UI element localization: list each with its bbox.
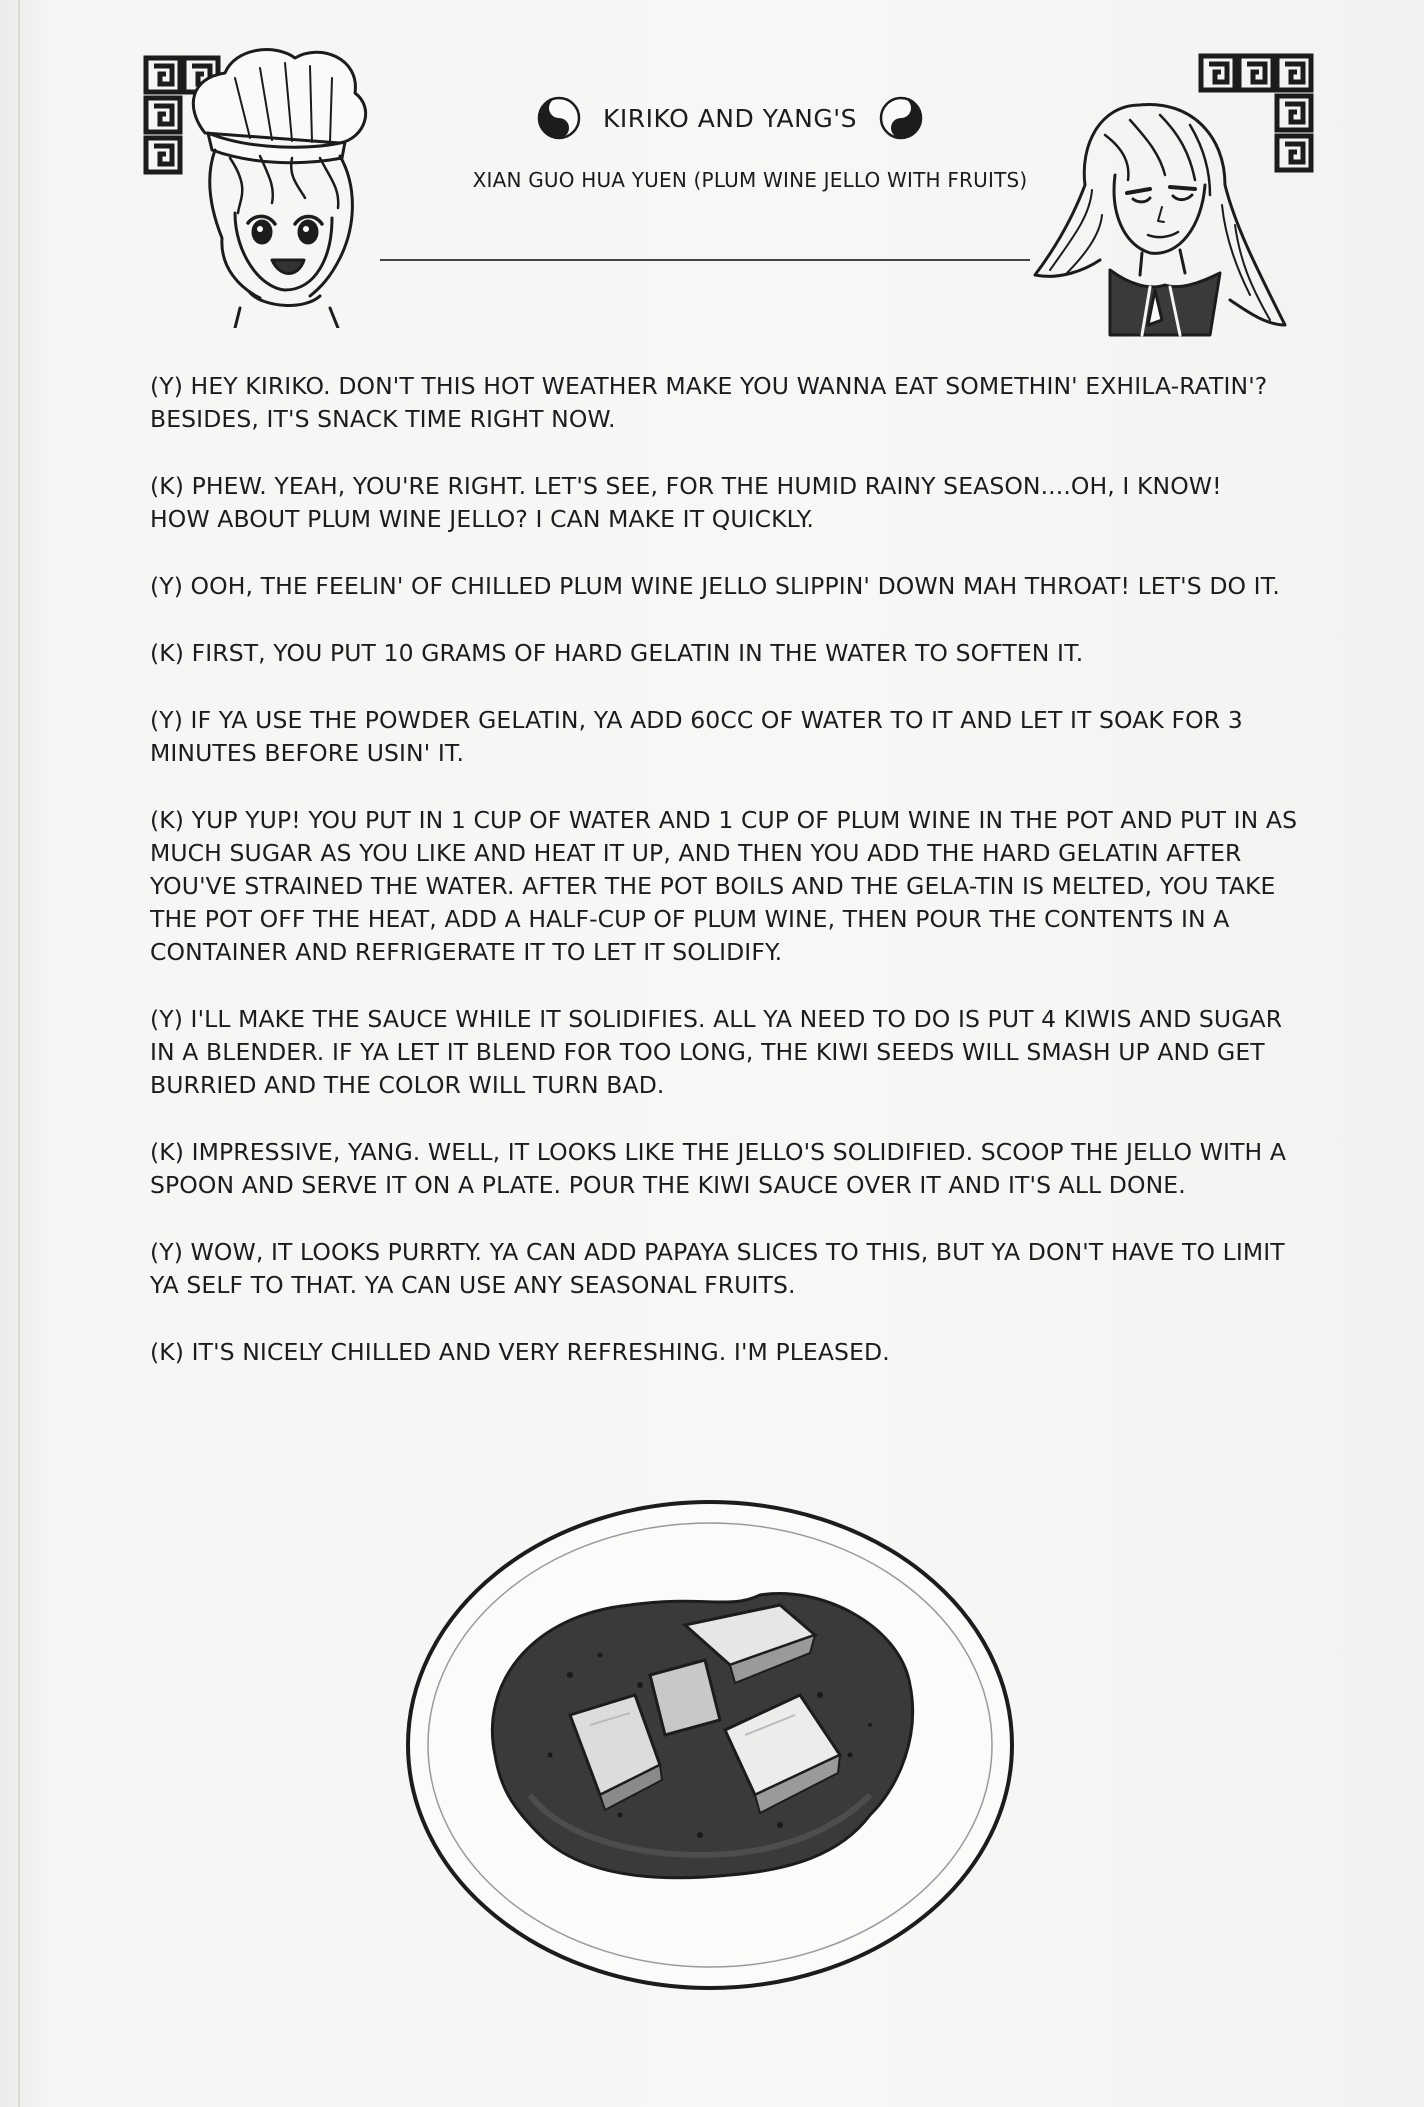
dialogue-line: (Y) I'LL MAKE THE SAUCE WHILE IT SOLIDIFIES. ALL YA NEED TO DO IS PUT 4 KIWIS AND SUGAR IN A BLENDER. IF YA LET IT BLEND FOR TOO LONG, THE KIWI SEEDS WILL SMASH UP AND GET BURRIED AND THE COLOR WILL TURN BAD. xyxy=(150,1005,1283,1099)
header-divider xyxy=(380,259,1030,261)
recipe-title-row xyxy=(535,93,925,143)
dialogue-line: (K) YUP YUP! YOU PUT IN 1 CUP OF WATER AND 1 CUP OF PLUM WINE IN THE POT AND PUT IN AS MUCH SUGAR AS YOU LIKE AND HEAT IT UP, AND THEN YOU ADD THE HARD GELATIN AFTER YOU'VE STRAINED THE WATER. AFTER THE POT BOILS AND THE GELA-TIN IS MELTED, YOU TAKE THE POT OFF THE HEAT, ADD A HALF-CUP OF PLUM WINE, THEN POUR THE CONTENTS IN A CONTAINER AND REFRIGERATE IT TO LET IT SOLIDIFY. xyxy=(150,806,1298,966)
yin-yang-icon xyxy=(879,96,923,140)
kiriko-chef-illustration xyxy=(180,38,400,328)
dialogue-line: (Y) IF YA USE THE POWDER GELATIN, YA ADD 60CC OF WATER TO IT AND LET IT SOAK FOR 3 MINUTES BEFORE USIN' IT. xyxy=(150,706,1243,767)
dialogue-line: (Y) OOH, THE FEELIN' OF CHILLED PLUM WINE JELLO SLIPPIN' DOWN MAH THROAT! LET'S DO IT. xyxy=(150,572,1280,600)
dialogue-line: (K) IT'S NICELY CHILLED AND VERY REFRESHING. I'M PLEASED. xyxy=(150,1338,890,1366)
recipe-dialogue xyxy=(150,370,1320,1403)
dialogue-line: (Y) WOW, IT LOOKS PURRTY. YA CAN ADD PAPAYA SLICES TO THIS, BUT YA DON'T HAVE TO LIMIT YA SELF TO THAT. YA CAN USE ANY SEASONAL FRUITS. xyxy=(150,1238,1285,1299)
plum-wine-jello-dish-illustration xyxy=(400,1495,1020,1995)
page-gutter xyxy=(18,0,20,2107)
dialogue-line: (Y) HEY KIRIKO. DON'T THIS HOT WEATHER MAKE YOU WANNA EAT SOMETHIN' EXHILA-RATIN'? BESIDES, IT'S SNACK TIME RIGHT NOW. xyxy=(150,372,1268,433)
yin-yang-icon xyxy=(537,96,581,140)
dialogue-line: (K) FIRST, YOU PUT 10 GRAMS OF HARD GELATIN IN THE WATER TO SOFTEN IT. xyxy=(150,639,1084,667)
dialogue-line: (K) IMPRESSIVE, YANG. WELL, IT LOOKS LIKE THE JELLO'S SOLIDIFIED. SCOOP THE JELLO WITH A SPOON AND SERVE IT ON A PLATE. POUR THE KIWI SAUCE OVER IT AND IT'S ALL DONE. xyxy=(150,1138,1287,1199)
recipe-title: KIRIKO AND YANG'S xyxy=(603,103,857,133)
yang-illustration xyxy=(1030,95,1290,340)
dialogue-line: (K) PHEW. YEAH, YOU'RE RIGHT. LET'S SEE, FOR THE HUMID RAINY SEASON....OH, I KNOW! HOW ABOUT PLUM WINE JELLO? I CAN MAKE IT QUICKLY. xyxy=(150,472,1222,533)
recipe-subtitle: XIAN GUO HUA YUEN (PLUM WINE JELLO WITH FRUITS) xyxy=(472,168,1028,192)
